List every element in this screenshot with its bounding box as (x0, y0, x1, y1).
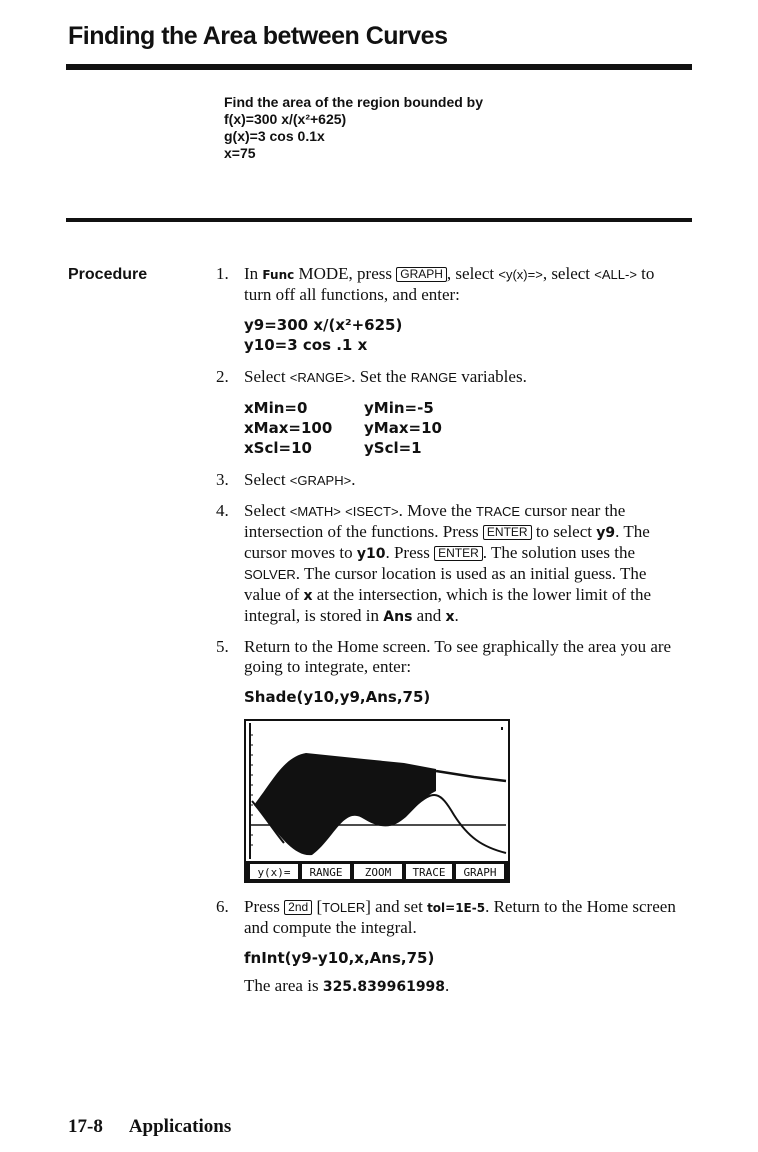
step-number: 1. (216, 264, 229, 283)
step-text: . Press (385, 543, 435, 562)
step-4 (216, 501, 686, 627)
step-text: , select (446, 264, 499, 283)
step-text: and (412, 606, 446, 625)
step-2 (216, 367, 686, 388)
step-5-code (244, 687, 686, 707)
menu-graph: <GRAPH> (289, 473, 352, 488)
step-text: Select (244, 470, 290, 489)
range-word: RANGE (410, 370, 457, 385)
step-number: 3. (216, 470, 229, 489)
top-divider (66, 64, 692, 70)
step-number: 2. (216, 367, 229, 386)
step-text: cursor near the intersection of the functions. Press (244, 501, 626, 541)
step-6 (216, 897, 686, 938)
step-text: . (445, 976, 450, 995)
step-text: at the intersection, which is the lower limit of the integral, is stored in (244, 585, 652, 625)
footer-page-number: 17-8 (68, 1116, 103, 1137)
step-text: , select (542, 264, 591, 283)
trace-word: TRACE (476, 504, 521, 519)
step-text: . Move the (398, 501, 477, 520)
range-ymin: yMin=-5 (364, 399, 434, 417)
middle-divider (66, 218, 692, 222)
screen-menu-range: RANGE (309, 866, 343, 879)
code-fnint: fnInt(y9-y10,x,Ans,75) (244, 949, 435, 967)
menu-math: <MATH> (289, 504, 341, 519)
range-xscl: xScl=10 (244, 439, 312, 457)
step-text: The area is (244, 976, 323, 995)
step-6-code (244, 948, 686, 968)
solver-word: SOLVER (244, 567, 296, 582)
var-y9: y9 (596, 525, 616, 541)
step-number: 6. (216, 897, 229, 916)
menu-all-off: <ALL-> (594, 267, 637, 282)
range-xmax: xMax=100 (244, 419, 333, 437)
step-5 (216, 637, 686, 677)
step-text: . Set the (351, 367, 411, 386)
step-text: . (454, 606, 459, 625)
range-yscl: yScl=1 (364, 439, 422, 457)
menu-isect: <ISECT> (345, 504, 399, 519)
step-text: variables. (456, 367, 527, 386)
range-variables (244, 398, 686, 458)
footer-section: Applications (128, 1116, 232, 1137)
step-text: MODE, press (294, 264, 397, 283)
procedure-label: Procedure (68, 266, 148, 283)
screen-menu-yx: y(x)= (257, 866, 291, 879)
menu-range: <RANGE> (289, 370, 352, 385)
page-title: Finding the Area between Curves (68, 22, 448, 50)
problem-line-x: x=75 (224, 145, 256, 161)
step-text: . The solution uses the (482, 543, 635, 562)
menu-yx: <y(x)=> (498, 267, 543, 282)
enter-key: ENTER (434, 546, 483, 561)
range-xmin: xMin=0 (244, 399, 308, 417)
second-key: 2nd (284, 900, 312, 915)
step-text: . (351, 470, 356, 489)
problem-line-g: g(x)=3 cos 0.1x (224, 128, 325, 144)
step-text: Press (244, 897, 285, 916)
procedure-steps (216, 264, 686, 997)
step-text: Select (244, 501, 290, 520)
var-ans: Ans (383, 609, 413, 625)
range-ymax: yMax=10 (364, 419, 442, 437)
step-text: . The cursor location is used as an initial guess. The value of (244, 564, 647, 604)
problem-line-f: f(x)=300 x/(x²+625) (224, 111, 347, 127)
step-text: In (244, 264, 263, 283)
result-line (244, 976, 686, 997)
screen-menu-zoom: ZOOM (364, 866, 392, 879)
step-text: ] and set (365, 897, 428, 916)
page-footer (68, 1116, 231, 1138)
area-result: 325.839961998 (322, 979, 446, 995)
step-text: . The cursor moves to (244, 522, 650, 562)
code-y9: y9=300 x/(x²+625) (244, 316, 403, 334)
tol-setting: tol=1E-5 (427, 901, 486, 915)
screen-menu-trace: TRACE (412, 866, 446, 879)
step-text: [ (312, 897, 323, 916)
problem-statement (224, 94, 483, 162)
graph-screen-svg (244, 719, 510, 883)
enter-key: ENTER (483, 525, 532, 540)
code-shade: Shade(y10,y9,Ans,75) (244, 688, 431, 706)
step-text: Select (244, 367, 290, 386)
toler-word: TOLER (322, 900, 366, 915)
mode-name: Func (262, 268, 295, 282)
graph-key: GRAPH (396, 267, 447, 282)
calculator-screen (244, 719, 510, 883)
var-y10: y10 (356, 546, 386, 562)
step-text: to select (531, 522, 597, 541)
step-text: to turn off all functions, and enter: (244, 264, 655, 304)
var-x: x (303, 588, 313, 604)
var-x: x (445, 609, 455, 625)
step-1 (216, 264, 686, 305)
code-y10: y10=3 cos .1 x (244, 336, 368, 354)
screen-menu-graph: GRAPH (463, 866, 497, 879)
screen-menu-bar (246, 861, 508, 881)
step-3 (216, 470, 686, 491)
step-number: 5. (216, 637, 229, 656)
problem-heading: Find the area of the region bounded by (224, 94, 484, 110)
step-text: Return to the Home screen. To see graphically the area you are going to integrate, enter: (244, 637, 672, 676)
step-number: 4. (216, 501, 229, 520)
step-text: . Return to the Home screen and compute the integral. (244, 897, 676, 937)
step-1-code (244, 315, 686, 355)
